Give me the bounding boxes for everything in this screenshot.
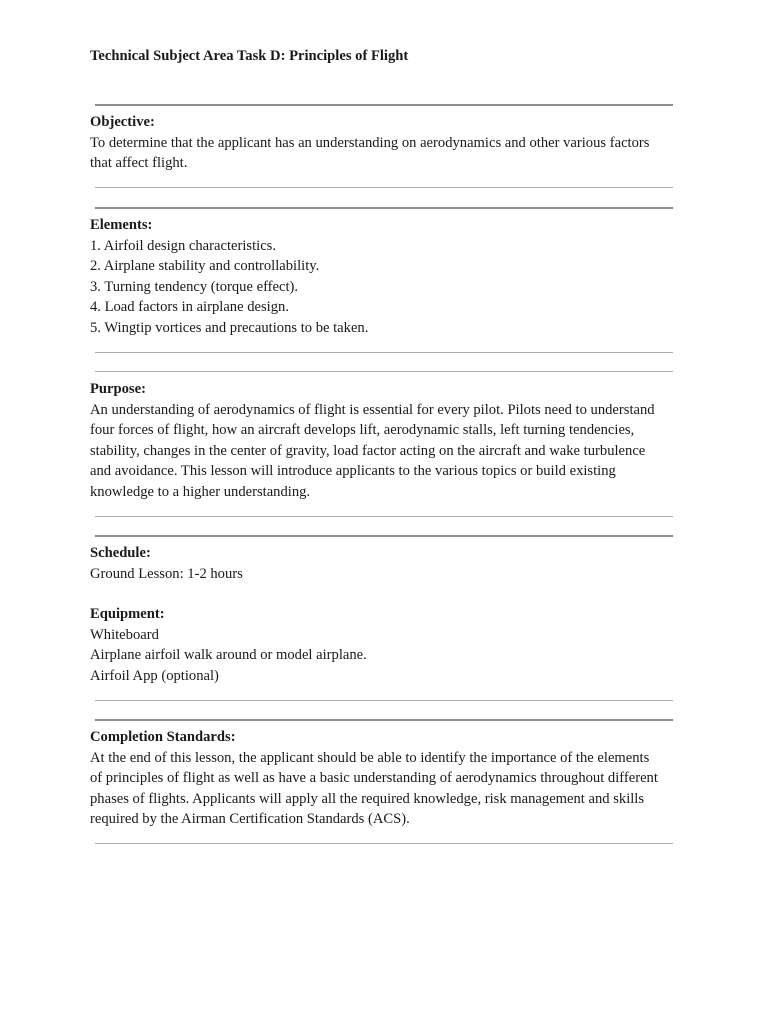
objective-section bbox=[90, 112, 690, 174]
completion-line: of principles of flight as well as have a basic understanding of aerodynamics throughout different bbox=[90, 770, 658, 787]
elements-section bbox=[90, 215, 690, 339]
section-divider bbox=[95, 843, 673, 844]
section-divider bbox=[95, 187, 673, 188]
schedule-line: Ground Lesson: 1-2 hours bbox=[90, 565, 243, 582]
section-divider bbox=[95, 700, 673, 701]
equipment-heading: Equipment: bbox=[90, 606, 165, 622]
objective-line: that affect flight. bbox=[90, 155, 188, 172]
section-divider bbox=[95, 371, 673, 372]
equipment-item: Whiteboard bbox=[90, 626, 159, 643]
elements-list-item: 3. Turning tendency (torque effect). bbox=[90, 278, 299, 295]
completion-line: At the end of this lesson, the applicant should be able to identify the importance of the elements bbox=[90, 749, 650, 766]
section-divider bbox=[95, 207, 673, 209]
purpose-heading: Purpose: bbox=[90, 381, 146, 397]
purpose-line: An understanding of aerodynamics of flight is essential for every pilot. Pilots need to understand bbox=[90, 401, 655, 418]
schedule-section bbox=[90, 543, 690, 584]
section-divider bbox=[95, 719, 673, 721]
completion-standards-heading: Completion Standards: bbox=[90, 729, 236, 745]
completion-line: required by the Airman Certification Standards (ACS). bbox=[90, 811, 410, 828]
section-divider bbox=[95, 516, 673, 517]
section-divider bbox=[95, 352, 673, 353]
elements-heading: Elements: bbox=[90, 217, 153, 233]
document-title: Technical Subject Area Task D: Principles of Flight bbox=[90, 48, 409, 64]
purpose-line: stability, changes in the center of gravity, load factor acting on the aircraft and wake turbulence bbox=[90, 442, 646, 459]
objective-line: To determine that the applicant has an understanding on aerodynamics and other various factors bbox=[90, 134, 650, 151]
equipment-item: Airfoil App (optional) bbox=[90, 667, 219, 684]
elements-list-item: 2. Airplane stability and controllability. bbox=[90, 258, 320, 275]
equipment-item: Airplane airfoil walk around or model airplane. bbox=[90, 647, 367, 664]
purpose-line: knowledge to a higher understanding. bbox=[90, 483, 311, 500]
purpose-line: and avoidance. This lesson will introduce applicants to the various topics or build existing bbox=[90, 463, 616, 480]
elements-list-item: 4. Load factors in airplane design. bbox=[90, 299, 289, 316]
completion-standards-section bbox=[90, 727, 690, 830]
purpose-section bbox=[90, 379, 690, 503]
completion-line: phases of flights. Applicants will apply all the required knowledge, risk management and skills bbox=[90, 790, 645, 807]
section-divider bbox=[95, 535, 673, 537]
objective-heading: Objective: bbox=[90, 114, 155, 130]
equipment-section bbox=[90, 604, 690, 686]
section-divider bbox=[95, 104, 673, 106]
purpose-line: four forces of flight, how an aircraft develops lift, aerodynamic stalls, left turning tendencies, bbox=[90, 422, 635, 439]
elements-list-item: 5. Wingtip vortices and precautions to be taken. bbox=[90, 319, 369, 336]
schedule-heading: Schedule: bbox=[90, 545, 151, 561]
elements-list-item: 1. Airfoil design characteristics. bbox=[90, 237, 277, 254]
